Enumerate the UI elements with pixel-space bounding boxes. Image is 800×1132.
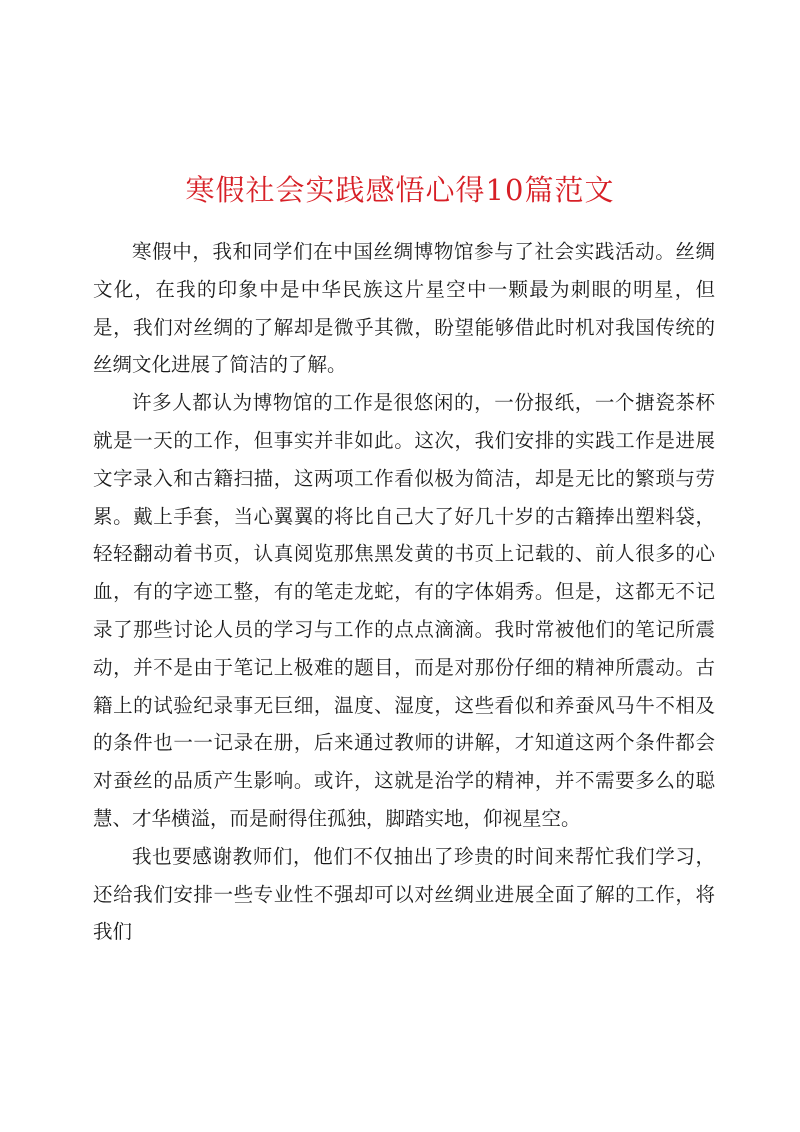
paragraph-1: 寒假中，我和同学们在中国丝绸博物馆参与了社会实践活动。丝绸文化，在我的印象中是中华民族这片星空中一颗最为刺眼的明星，但是，我们对丝绸的了解却是微乎其微，盼望能够借此时机对我国传统的丝绸文化进展了简洁的了解。 [93,240,715,377]
paragraph-3: 我也要感谢教师们，他们不仅抽出了珍贵的时间来帮忙我们学习，还给我们安排一些专业性不强却可以对丝绸业进展全面了解的工作，将我们 [93,844,715,944]
paragraph-2: 许多人都认为博物馆的工作是很悠闲的，一份报纸，一个搪瓷茶杯就是一天的工作，但事实并非如此。这次，我们安排的实践工作是进展文字录入和古籍扫描，这两项工作看似极为简洁，却是无比的繁琐与劳累。戴上手套，当心翼翼的将比自己大了好几十岁的古籍捧出塑料袋，轻轻翻动着书页，认真阅览那焦黑发黄的书页上记载的、前人很多的心血，有的字迹工整，有的笔走龙蛇，有的字体娟秀。但是，这都无不记录了那些讨论人员的学习与工作的点点滴滴。我时常被他们的笔记所震动，并不是由于笔记上极难的题目，而是对那份仔细的精神所震动。古籍上的试验纪录事无巨细，温度、湿度，这些看似和养蚕风马牛不相及的条件也一一记录在册，后来通过教师的讲解，才知道这两个条件都会对蚕丝的品质产生影响。或许，这就是治学的精神，并不需要多么的聪慧、才华横溢，而是耐得住孤独，脚踏实地，仰视星空。 [93,391,715,830]
document-title: 寒假社会实践感悟心得10篇范文 [185,173,615,207]
document-body [93,233,715,951]
